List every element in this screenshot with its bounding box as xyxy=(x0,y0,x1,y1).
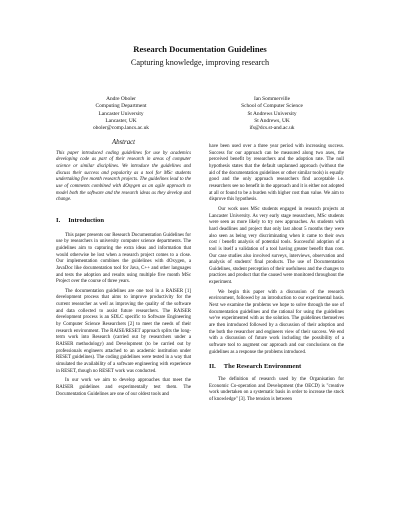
left-column xyxy=(56,140,191,401)
author-2 xyxy=(207,96,337,132)
intro-paragraph-3: In our work we aim to develop approaches that meet the RAISER guidelines and experimentally test them. The Documentation Guidelines are one of our oldest tools and xyxy=(56,378,191,397)
section-heading-introduction xyxy=(56,218,191,225)
section-title: Introduction xyxy=(68,216,105,224)
author-department: Computing Department xyxy=(95,103,147,110)
abstract-text: This paper introduced coding guidelines for use by academics developing code as part of their research in areas of computer science or similar disciplines. We introduce the guidelines and discuss their success and popularity as a tool for MSc students undertaking five month research projects. The guidelines lead to the use of comments combined with dOxygen as an agile approach to model both the software and the research ideas as they develop and change. xyxy=(56,150,191,203)
right-paragraph-1: have been used over a three year period with increasing success. Success for our approach can be measured along two axes, the perceived benefit by researchers and the adoption rate. The null hypothesis states that the default unplanned approach (without the aid of the documentation guidelines or other similar tools) is equally good and the only approach researchers find acceptable i.e. researchers see no benefit in the approach and it is either not adopted at all or found to be a burden with higher cost than value. We aim to disprove this hypothesis. xyxy=(209,144,344,203)
paper-title: Research Documentation Guidelines xyxy=(133,44,267,54)
author-location: St Andrews, UK xyxy=(254,117,290,124)
author-1 xyxy=(56,96,186,132)
right-paragraph-2: Our work uses MSc students engaged in research projects at Lancaster University. As very early stage researchers, MSc students were seen as more likely to try new approaches. As students with hard deadlines and project that only last about 5 months they were also seen as being very discriminating when it came to their own cost / benefit analysis of potential tools. Successful adoption of a tool is itself a validation of a tool having greater benefit than cost. Our case studies also involved surveys, interviews, observation and analysis of students' final products. The use of Documentation Guidelines, student perception of their usefulness and the changes to practices and product that the caused were monitored throughout the experiment. xyxy=(209,206,344,286)
paper-subtitle: Capturing knowledge, improving research xyxy=(130,58,270,67)
author-institution: Lancaster University xyxy=(98,110,144,117)
author-institution: St Andrews University xyxy=(247,110,297,117)
right-paragraph-3: We begin this paper with a discussion of the research environment, followed by an introduction to our experimental basis. Next we examine the problems we hope to solve through the use of documentation guidelines and the rational for using the guidelines we've experimented with as the solution. The guidelines themselves are then introduced followed by a discussion of their adoption and the both the researcher and engineers view of their success. We end with a discussion of future work including the possibility of a software tool to augment our approach and our conclusions on the guidelines as a response the problems introduced. xyxy=(209,289,344,355)
section-heading-research-environment xyxy=(209,364,344,371)
author-department: School of Computer Science xyxy=(241,103,303,110)
intro-paragraph-1: This paper presents our Research Documentation Guidelines for use by researchers in university computer science departments. The guidelines aim to capturing the extra ideas and information that would otherwise be lost when a research project comes to a close. Our implementation combines the guidelines with dOxygen, a JavaDoc like documentation tool for Java, C++ and other languages and tests the adoption and results using multiple five month MSc Project over the course of three years. xyxy=(56,232,191,285)
section-title: The Research Environment xyxy=(223,363,302,371)
intro-paragraph-2: The documentation guidelines are one tool in a RAISER [1] development process that aims to improve productivity for the current researcher as well as improving the quality of the software and data collected to assist future researchers. The RAISER development process is an SDLC specific to Software Engineering by Computer Science Researchers [2] to meet the needs of their research environment. The RAISE/RESET approach splits the long-term work into Research (carried out by researchers under a RAISER methodology) and Development (to be carried out by professionals engineers attached to an academic institution under RESET guidelines). The coding guidelines were tested in a way that simulated the availability of a software engineering with experience in RESET, though no RESET work was conducted. xyxy=(56,288,191,374)
author-email[interactable]: ifs@dcs.st-and.ac.uk xyxy=(249,125,295,132)
author-email[interactable]: oboler@comp.lancs.ac.uk xyxy=(92,125,149,132)
section-number: I. xyxy=(56,216,61,224)
section-number: II. xyxy=(209,363,216,371)
author-name: Ian Sommerville xyxy=(253,96,291,102)
author-name: Andre Oboler xyxy=(106,96,136,102)
abstract-heading: Abstract xyxy=(111,139,136,146)
right-column xyxy=(209,144,344,407)
section2-paragraph-1: The definition of research used by the Organisation for Economic Co-operation and Development (the OECD) is "creative work undertaken on a systematic basis in order to increase the stock of knowledge" [3]. The tension is between xyxy=(209,377,344,402)
author-block xyxy=(56,96,345,132)
author-location: Lancaster, UK xyxy=(105,117,137,124)
